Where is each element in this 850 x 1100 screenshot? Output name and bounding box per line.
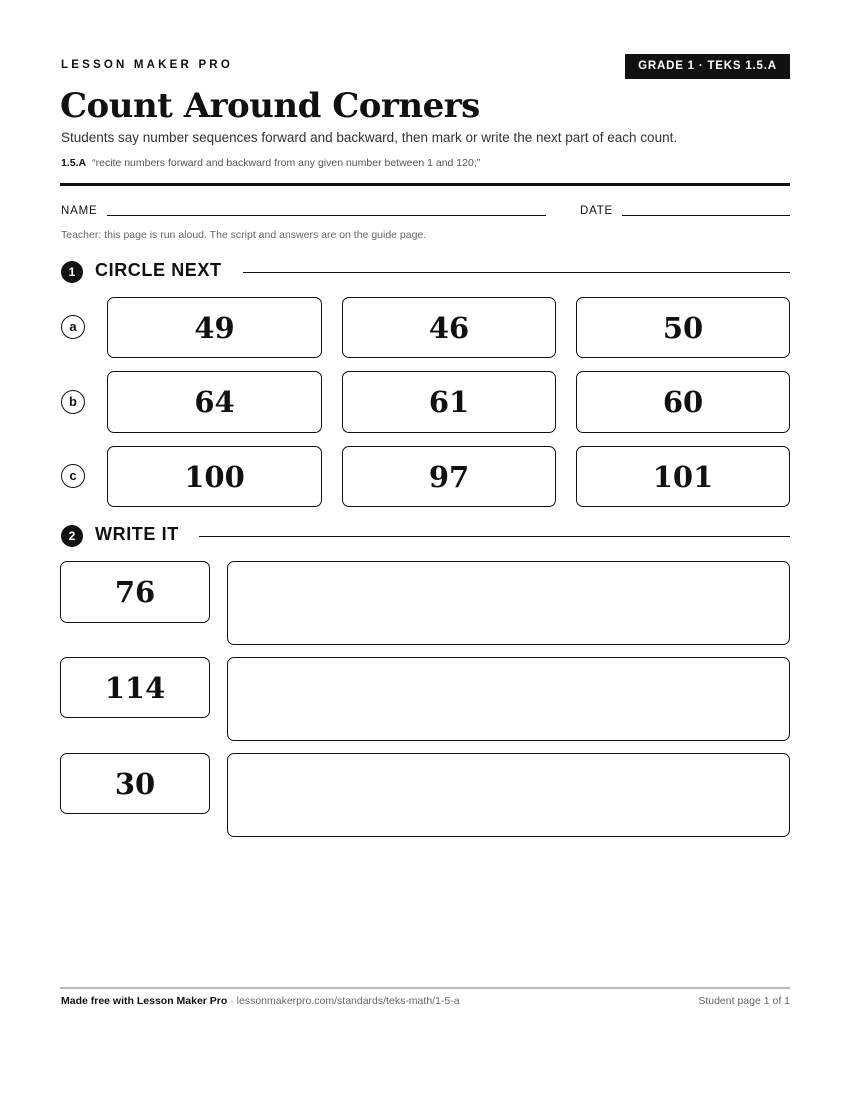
teacher-note: Teacher: this page is run aloud. The script and answers are on the guide page. bbox=[61, 229, 427, 241]
standard-text: “recite numbers forward and backward from any given number between 1 and 120;” bbox=[92, 157, 481, 169]
standard-code: 1.5.A bbox=[61, 157, 87, 169]
page-subtitle: Students say number sequences forward and backward, then mark or write the next part of each count. bbox=[61, 130, 678, 145]
footer-page-label: Student page 1 of 1 bbox=[698, 995, 790, 1007]
section-1-number-badge: 1 bbox=[61, 261, 83, 283]
row-c-letter: c bbox=[61, 464, 85, 488]
date-label: DATE bbox=[580, 205, 614, 217]
write-row-1-answer-box[interactable] bbox=[227, 561, 790, 645]
footer-divider bbox=[60, 987, 790, 989]
date-field[interactable] bbox=[622, 215, 790, 216]
row-a-option-1[interactable]: 49 bbox=[107, 297, 322, 358]
row-b-option-3[interactable]: 60 bbox=[576, 371, 790, 433]
section-2-number-badge: 2 bbox=[61, 525, 83, 547]
section-1-rule bbox=[243, 272, 790, 273]
section-1-title: CIRCLE NEXT bbox=[95, 260, 222, 280]
name-field[interactable] bbox=[107, 215, 546, 216]
row-c-option-2[interactable]: 97 bbox=[342, 446, 556, 507]
brand-name: LESSON MAKER PRO bbox=[61, 59, 233, 71]
write-row-3-answer-box[interactable] bbox=[227, 753, 790, 837]
row-a-option-2[interactable]: 46 bbox=[342, 297, 556, 358]
standard-line bbox=[61, 157, 480, 169]
row-a-option-3[interactable]: 50 bbox=[576, 297, 790, 358]
footer-credit bbox=[61, 995, 460, 1007]
row-b-option-2[interactable]: 61 bbox=[342, 371, 556, 433]
row-a-letter: a bbox=[61, 315, 85, 339]
section-2-rule bbox=[199, 536, 790, 537]
section-2-title: WRITE IT bbox=[95, 524, 179, 544]
footer-separator: · bbox=[227, 995, 237, 1007]
name-label: NAME bbox=[61, 205, 98, 217]
write-row-3-start-number: 30 bbox=[60, 753, 210, 814]
grade-badge: GRADE 1 · TEKS 1.5.A bbox=[625, 54, 790, 79]
row-b-option-1[interactable]: 64 bbox=[107, 371, 322, 433]
row-c-option-1[interactable]: 100 bbox=[107, 446, 322, 507]
row-b-letter: b bbox=[61, 390, 85, 414]
write-row-2-start-number: 114 bbox=[60, 657, 210, 718]
write-row-1-start-number: 76 bbox=[60, 561, 210, 623]
row-c-option-3[interactable]: 101 bbox=[576, 446, 790, 507]
footer-made-with: Made free with Lesson Maker Pro bbox=[61, 995, 228, 1007]
page-title: Count Around Corners bbox=[60, 86, 480, 126]
write-row-2-answer-box[interactable] bbox=[227, 657, 790, 741]
footer-url[interactable]: lessonmakerpro.com/standards/teks-math/1-5-a bbox=[236, 995, 460, 1007]
header-divider bbox=[60, 183, 790, 186]
